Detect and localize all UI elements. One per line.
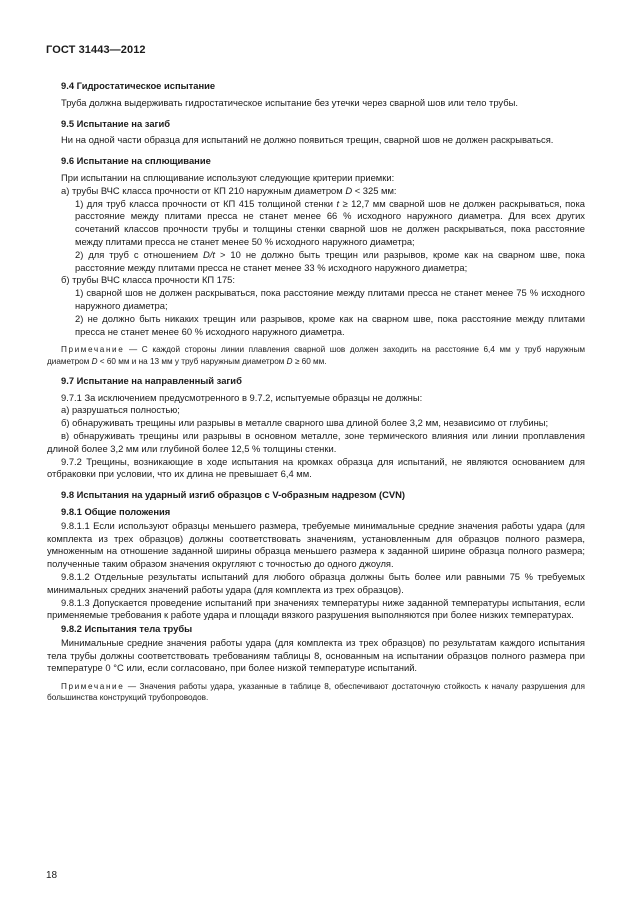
section-9-7-1-text: 9.7.1 За исключением предусмотренного в 9.7.2, испытуемые образцы не должны: <box>61 391 423 403</box>
section-9-8-2-text: Минимальные средние значения работы удара (для комплекта из трех образцов) по результатам каждого испытания тела трубы должны соответствовать требованиям таблицы 8, основанным на испытании образцов полного размера при температуре 0 °С или, если согласовано, при более низкой температуре испытаний. <box>47 636 585 674</box>
list-item-c: в) обнаруживать трещины или разрывы в основном металле, зоне термического влияния или линии проплавления длиной более 3,2 мм или глубиной более 12,5 % толщины стенки. <box>47 429 585 454</box>
note-text: — С каждой стороны линии плавления сварной шов должен заходить на расстояние 6,4 мм у труб наружным диаметром <box>47 345 585 366</box>
note-var: D <box>286 356 293 366</box>
item-a2-var: D/t <box>203 248 215 260</box>
note-var: D <box>91 356 98 366</box>
section-9-6-intro: При испытании на сплющивание используют следующие критерии приемки: <box>61 171 395 183</box>
document-body <box>47 80 585 704</box>
item-a2-text: 2) для труб с отношением <box>75 248 204 260</box>
criteria-item-a2 <box>47 249 585 275</box>
section-9-8-heading: 9.8 Испытания на ударный изгиб образцов с V-образным надрезом (CVN) <box>61 489 406 501</box>
section-9-5-heading: 9.5 Испытание на загиб <box>61 117 170 129</box>
note-text: < 60 мм и на 13 мм у труб наружным диаметром <box>97 356 287 366</box>
section-9-4-text: Труба должна выдерживать гидростатическое испытание без утечки через сварной шов или тело трубы. <box>61 96 518 108</box>
page-number: 18 <box>46 870 58 881</box>
criteria-item-b: б) трубы ВЧС класса прочности КП 175: <box>61 274 235 286</box>
criteria-item-a <box>47 185 585 198</box>
section-9-4-heading: 9.4 Гидростатическое испытание <box>61 80 216 91</box>
section-9-7-heading: 9.7 Испытание на направленный загиб <box>61 374 242 386</box>
section-9-5-text: Ни на одной части образца для испытаний не должно появиться трещин, сварной шов не должен раскрываться. <box>61 134 554 146</box>
section-9-8-1-heading: 9.8.1 Общие положения <box>61 505 171 517</box>
item-a1-var: t <box>336 197 340 209</box>
item-a1-text: 1) для труб класса прочности от КП 415 толщиной стенки <box>75 197 337 209</box>
item-a2-text-end: > 10 не должно быть трещин или разрывов, кроме как на сварном шве, пока расстояние между плитами пресса не станет менее 33 % исходного наружного диаметра; <box>75 248 585 273</box>
section-9-8-note <box>47 681 585 703</box>
note-label: Примечание <box>61 345 125 355</box>
criteria-item-b2: 2) не должно быть никаких трещин или разрывов, кроме как на сварном шве, пока расстояние между плитами пресса не станет менее 60 % исходного наружного диаметра. <box>75 312 585 337</box>
section-9-8-1-3-text: 9.8.1.3 Допускается проведение испытаний при значениях температуры ниже заданной температуры испытания, если применяемые требования к работе удара и площади вязкого разрушения выполняются при более низких температурах. <box>47 596 585 621</box>
criteria-item-b1: 1) сварной шов не должен раскрываться, пока расстояние между плитами пресса не станет менее 75 % исходного наружного диаметра; <box>75 287 585 311</box>
section-9-8-1-2-text: 9.8.1.2 Отдельные результаты испытаний для любого образца должны быть более или равными 75 % требуемых минимальных средних значений работы удара (для комплекта из трех образцов). <box>47 570 585 595</box>
note-text: ≥ 60 мм. <box>292 356 327 366</box>
section-9-6-note <box>47 344 585 366</box>
list-item-b: б) обнаруживать трещины или разрывы в металле сварного шва длиной более 3,2 мм, независимо от глубины; <box>61 417 549 429</box>
section-9-7-2-text: 9.7.2 Трещины, возникающие в ходе испытания на кромках образца для испытаний, не являются основанием для отбраковки при условии, что их длина не превышает 6,4 мм. <box>47 455 585 480</box>
criteria-item-a1 <box>47 198 585 249</box>
list-item-a: а) разрушаться полностью; <box>61 404 180 416</box>
item-a-text-end: < 325 мм: <box>352 184 397 196</box>
item-a-text: а) трубы ВЧС класса прочности от КП 210 наружным диаметром <box>61 184 346 196</box>
item-a1-text-end: ≥ 12,7 мм сварной шов не должен раскрываться, пока расстояние между плитами пресса не станет менее 66 % исходного наружного диаметра. Для всех других сочетаний классов прочности трубы и толщины стенки сварной шов не должен раскрываться, пока расстояние между плитами пресса не станет менее 50 % исходного наружного диаметра; <box>75 197 585 247</box>
section-9-8-1-1-text: 9.8.1.1 Если используют образцы меньшего размера, требуемые минимальные средние значения работы удара (для комплекта из трех образцов) должны соответствовать значениям, установленным для образцов полного размера, умноженным на отношение заданной ширины образца меньшего размера к заданной ширине образца полного размера; полученные таким образом значения округляют с точностью до одного джоуля. <box>47 519 585 570</box>
note-text: — Значения работы удара, указанные в таблице 8, обеспечивают достаточную стойкость к началу разрушения для большинства конструкций трубопроводов. <box>47 682 585 703</box>
document-header: ГОСТ 31443—2012 <box>46 44 146 56</box>
section-9-8-2-heading: 9.8.2 Испытания тела трубы <box>61 623 193 635</box>
note-label: Примечание <box>61 682 125 692</box>
section-9-6-heading: 9.6 Испытание на сплющивание <box>61 155 211 167</box>
item-a-var: D <box>345 184 353 196</box>
